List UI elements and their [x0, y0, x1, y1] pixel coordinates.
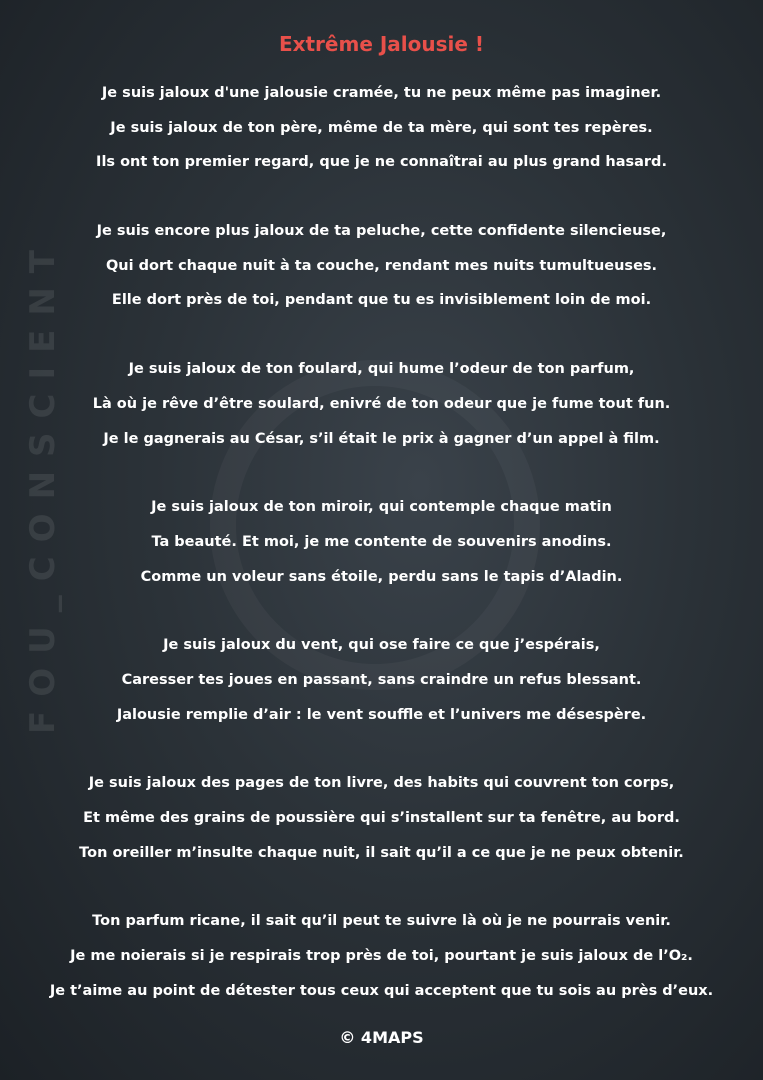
copyright-footer: © 4MAPS [339, 1028, 424, 1047]
poem-line: Je suis jaloux de ton père, même de ta mère, qui sont tes repères. [110, 119, 653, 136]
poem-line: Je suis encore plus jaloux de ta peluche, cette confidente silencieuse, [96, 223, 667, 240]
watermark-text: FOU_CONSCIENT [23, 235, 64, 735]
stanza [0, 214, 763, 318]
poem-line: Qui dort chaque nuit à ta couche, rendant mes nuits tumultueuses. [105, 257, 658, 274]
poem-line: Je suis jaloux du vent, qui ose faire ce que j’espérais, [163, 637, 600, 654]
stanza [0, 628, 763, 732]
poem-line: Ta beauté. Et moi, je me contente de souvenirs anodins. [151, 533, 612, 550]
stanza [0, 904, 763, 1008]
poem-line: Ils ont ton premier regard, que je ne connaîtrai au plus grand hasard. [96, 154, 667, 171]
poem-title: Extrême Jalousie ! [278, 32, 485, 56]
poem-line: Je t’aime au point de détester tous ceux qui acceptent que tu sois au près d’eux. [49, 982, 714, 999]
poem-line: Caresser tes joues en passant, sans craindre un refus blessant. [121, 671, 642, 688]
poem-line: Elle dort près de toi, pendant que tu es invisiblement loin de moi. [111, 292, 652, 309]
poem-line: Ton parfum ricane, il sait qu’il peut te suivre là où je ne pourrais venir. [92, 913, 671, 930]
poem-line: Ton oreiller m’insulte chaque nuit, il sait qu’il a ce que je ne peux obtenir. [79, 844, 684, 861]
poem-line: Je suis jaloux de ton miroir, qui contemple chaque matin [151, 499, 612, 516]
poem-line: Je le gagnerais au César, s’il était le prix à gagner d’un appel à film. [103, 430, 660, 447]
poem-line: Je suis jaloux des pages de ton livre, des habits qui couvrent ton corps, [88, 775, 675, 792]
poem-line: Comme un voleur sans étoile, perdu sans le tapis d’Aladin. [140, 568, 623, 585]
poem-line: Et même des grains de poussière qui s’installent sur ta fenêtre, au bord. [83, 810, 680, 826]
stanza [0, 352, 763, 456]
stanza [0, 76, 763, 180]
stanza [0, 490, 763, 594]
poem-line: Je suis jaloux de ton foulard, qui hume l’odeur de ton parfum, [128, 361, 635, 378]
poem-line: Là où je rêve d’être soulard, enivré de ton odeur que je fume tout fun. [92, 395, 671, 412]
poem-line: Jalousie remplie d’air : le vent souffle et l’univers me désespère. [116, 706, 647, 723]
stanza [0, 766, 763, 870]
poem-line: Je me noierais si je respirais trop près de toi, pourtant je suis jaloux de l’O₂. [70, 948, 693, 965]
poem-body [0, 76, 763, 1042]
poem-line: Je suis jaloux d'une jalousie cramée, tu ne peux même pas imaginer. [101, 85, 662, 101]
